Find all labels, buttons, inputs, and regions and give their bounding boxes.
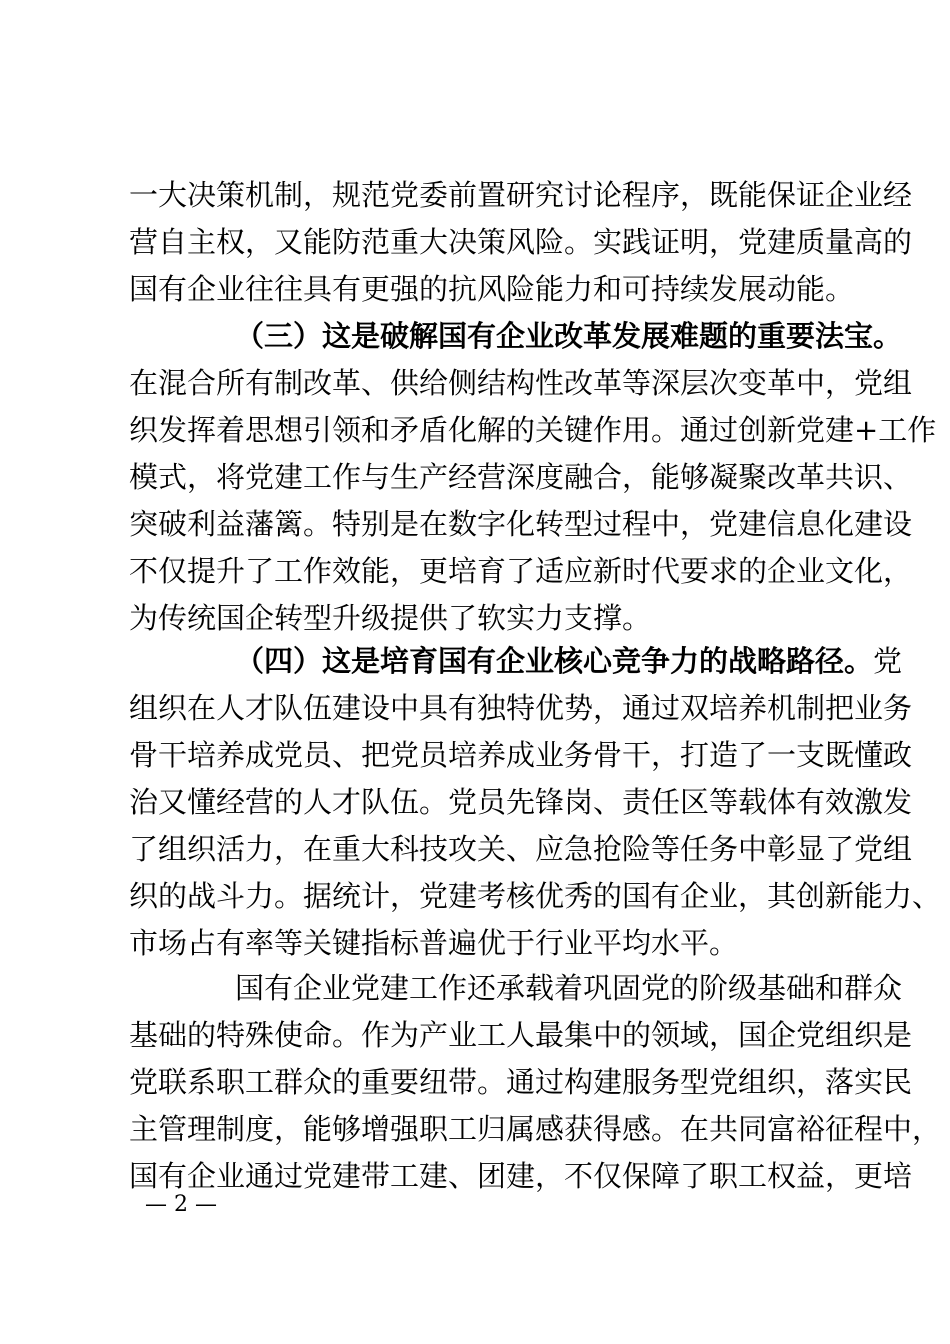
text-line: 营自主权，又能防范重大决策风险。实践证明，党建质量高的: [129, 225, 913, 259]
text-line: 突破利益藩篱。特别是在数字化转型过程中，党建信息化建设: [129, 507, 913, 541]
text-line: 一大决策机制，规范党委前置研究讨论程序，既能保证企业经: [129, 178, 913, 212]
text-line: 了组织活力，在重大科技攻关、应急抢险等任务中彰显了党组: [129, 832, 913, 866]
section-heading-three: [235, 316, 903, 356]
section-heading-four: [235, 641, 903, 681]
text-line: 织的战斗力。据统计，党建考核优秀的国有企业，其创新能力、: [129, 879, 942, 913]
text-line: 织发挥着思想引领和矛盾化解的关键作用。通过创新党建+工作: [129, 413, 937, 447]
text-line: 国有企业党建工作还承载着巩固党的阶级基础和群众: [235, 971, 903, 1005]
text-line: 不仅提升了工作效能，更培育了适应新时代要求的企业文化，: [129, 554, 913, 588]
text-line: 在混合所有制改革、供给侧结构性改革等深层次变革中，党组: [129, 366, 913, 400]
text-line: 党联系职工群众的重要纽带。通过构建服务型党组织，落实民: [129, 1065, 913, 1099]
text-line: 国有企业通过党建带工建、团建，不仅保障了职工权益，更培: [129, 1159, 913, 1193]
heading-tail-text: 党: [873, 644, 903, 678]
text-line: 模式，将党建工作与生产经营深度融合，能够凝聚改革共识、: [129, 460, 913, 494]
text-line: 治又懂经营的人才队伍。党员先锋岗、责任区等载体有效激发: [129, 785, 913, 819]
heading-text: （三）这是破解国有企业改革发展难题的重要法宝。: [235, 319, 903, 353]
text-line: 主管理制度，能够增强职工归属感获得感。在共同富裕征程中，: [129, 1112, 942, 1146]
heading-text: （四）这是培育国有企业核心竞争力的战略路径。: [235, 644, 874, 678]
page-number: — 2 —: [145, 1192, 217, 1217]
text-line: 为传统国企转型升级提供了软实力支撑。: [129, 601, 652, 635]
text-line: 组织在人才队伍建设中具有独特优势，通过双培养机制把业务: [129, 691, 913, 725]
text-line: 骨干培养成党员、把党员培养成业务骨干，打造了一支既懂政: [129, 738, 913, 772]
text-line: 市场占有率等关键指标普遍优于行业平均水平。: [129, 926, 739, 960]
text-line: 基础的特殊使命。作为产业工人最集中的领域，国企党组织是: [129, 1018, 913, 1052]
text-line: 国有企业往往具有更强的抗风险能力和可持续发展动能。: [129, 272, 855, 306]
